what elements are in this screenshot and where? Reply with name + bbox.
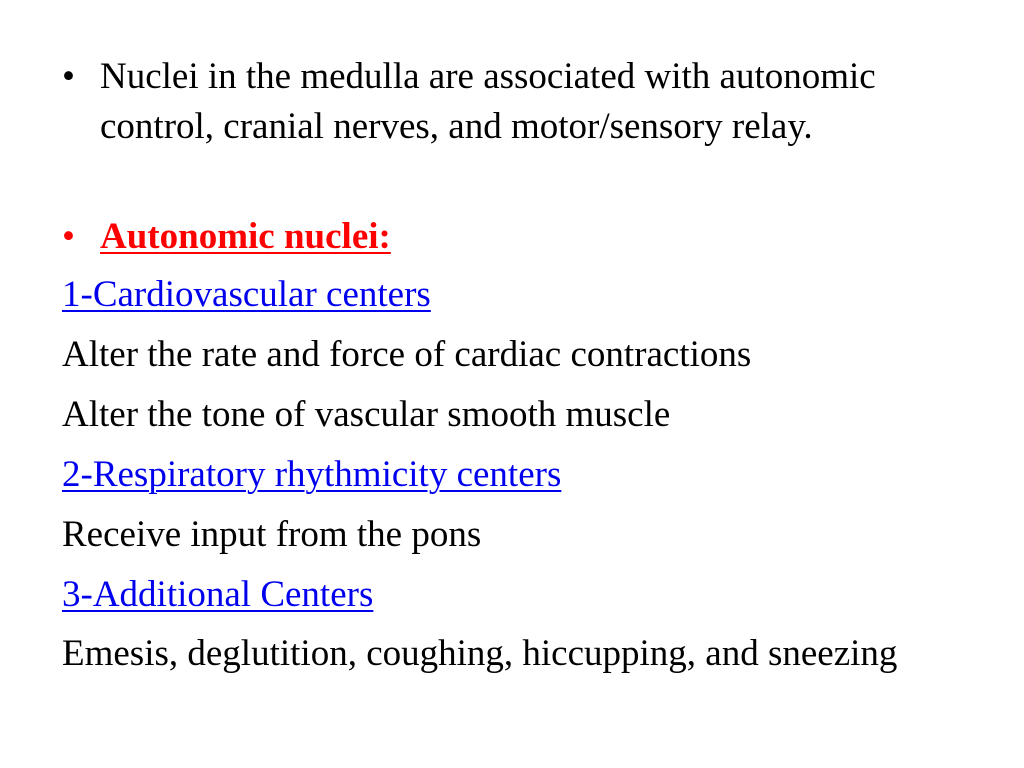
vascular-tone-text: Alter the tone of vascular smooth muscle xyxy=(62,394,671,435)
bullet-item-autonomic xyxy=(62,212,962,262)
bullet-marker: • xyxy=(62,56,75,97)
pons-input-text: Receive input from the pons xyxy=(62,514,482,555)
additional-centers-link[interactable]: 3-Additional Centers xyxy=(62,574,374,615)
autonomic-nuclei-heading: Autonomic nuclei: xyxy=(100,216,391,257)
bullet-item-nuclei xyxy=(62,52,962,152)
cardiac-contraction-text: Alter the rate and force of cardiac contractions xyxy=(62,334,752,375)
respiratory-centers-link[interactable]: 2-Respiratory rhythmicity centers xyxy=(62,454,562,495)
cardiovascular-centers-link[interactable]: 1-Cardiovascular centers xyxy=(62,274,431,315)
bullet-text-nuclei: Nuclei in the medulla are associated with autonomic control, cranial nerves, and motor/sensory relay. xyxy=(100,56,876,147)
additional-functions-text: Emesis, deglutition, coughing, hiccupping, and sneezing xyxy=(62,633,898,674)
bullet-marker-red: • xyxy=(62,216,75,257)
